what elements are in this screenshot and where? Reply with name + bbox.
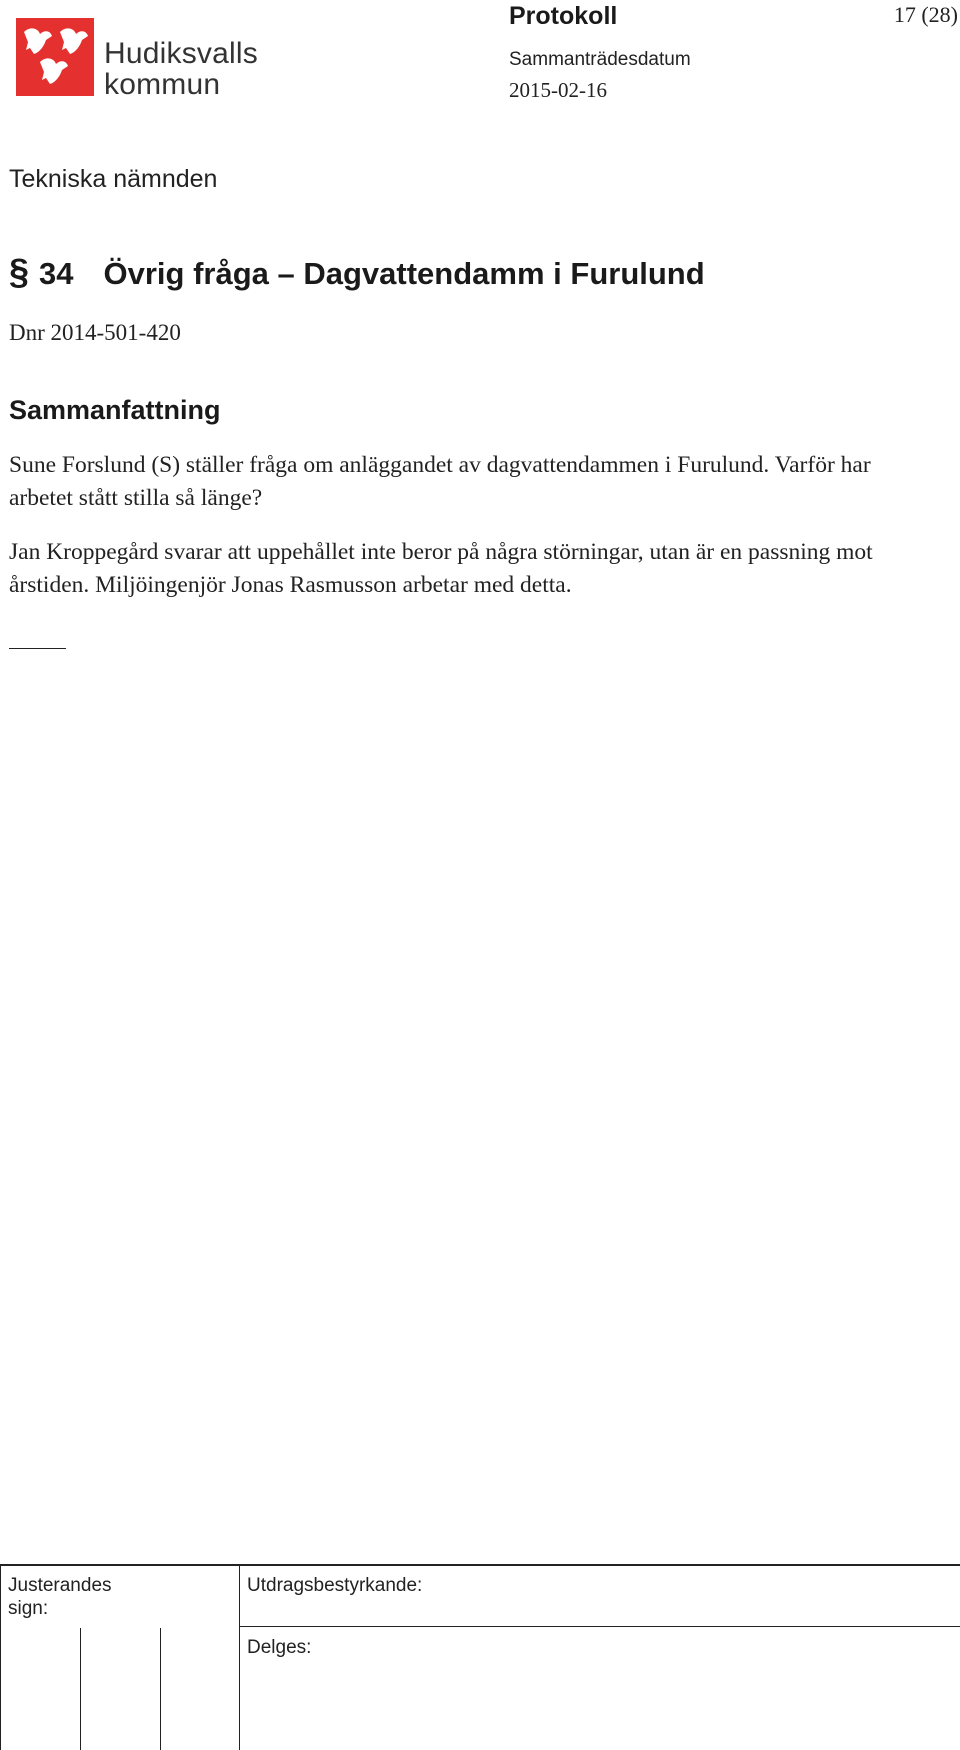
case-number: Dnr 2014-501-420: [9, 320, 181, 345]
footer-top-rule: [0, 1564, 960, 1566]
meeting-date-label: Sammanträdesdatum: [509, 49, 691, 70]
logo-line-1: Hudiksvalls: [104, 37, 258, 70]
paragraph-symbol: §: [9, 251, 30, 292]
goat-heads-coat-of-arms-icon: [16, 18, 94, 96]
utdragsbestyrkande-label: Utdragsbestyrkande:: [247, 1575, 423, 1596]
footer-divider: [239, 1564, 240, 1750]
signature-box-divider: [80, 1628, 81, 1750]
footer-row-divider: [239, 1626, 960, 1627]
footer-left-border: [0, 1564, 1, 1750]
section-number: 34: [39, 256, 74, 291]
logo-wordmark: [104, 38, 258, 100]
end-of-section-rule: [9, 648, 66, 649]
summary-paragraph: Sune Forslund (S) ställer fråga om anläggandet av dagvattendammen i Furulund. Varför har arbetet stått stilla så länge?: [9, 452, 871, 511]
logo-line-2: kommun: [104, 68, 221, 101]
document-type: Protokoll: [509, 2, 618, 30]
summary-heading: Sammanfattning: [9, 395, 221, 425]
page-number: 17 (28): [893, 2, 958, 27]
justerandes-sign-label: Justerandes sign:: [8, 1575, 112, 1619]
section-heading: [9, 251, 705, 293]
delges-label: Delges:: [247, 1637, 312, 1658]
signature-box-divider: [160, 1628, 161, 1750]
meeting-date-value: 2015-02-16: [509, 78, 607, 102]
signature-footer: [0, 1564, 960, 1750]
committee-name: Tekniska nämnden: [9, 165, 218, 193]
summary-paragraph: Jan Kroppegård svarar att uppehållet inte beror på några störningar, utan är en passning mot årstiden. Miljöingenjör Jonas Rasmusson arbetar med detta.: [9, 539, 873, 598]
section-title: Övrig fråga – Dagvattendamm i Furulund: [103, 256, 705, 291]
municipality-logo: [16, 18, 258, 101]
